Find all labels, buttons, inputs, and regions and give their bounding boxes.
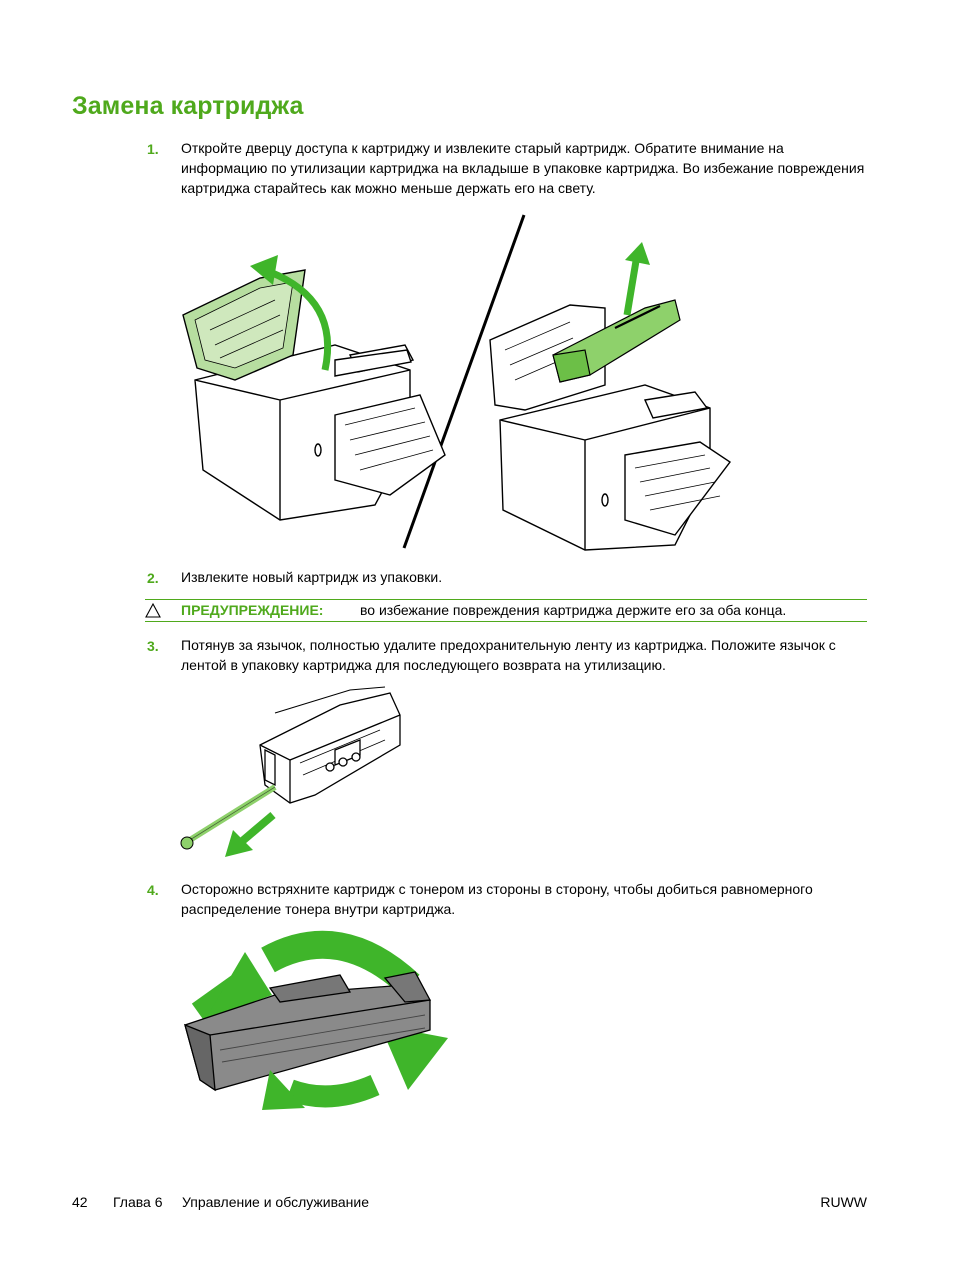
step-1-text: Откройте дверцу доступа к картриджу и извлеките старый картридж. Обратите внимание на информацию по утилизации картриджа на вкладыше в упаковке картриджа. Во избежание повреждения картриджа старайтесь как можно меньше держать его на свету. bbox=[181, 140, 865, 196]
step-2-number: 2. bbox=[147, 570, 159, 586]
tape-removal-illustration bbox=[175, 685, 415, 865]
step-2-text: Извлеките новый картридж из упаковки. bbox=[181, 569, 443, 585]
caution-triangle-icon bbox=[145, 601, 161, 619]
page-title: Замена картриджа bbox=[72, 92, 304, 120]
footer-page-number: 42 bbox=[72, 1194, 88, 1210]
warning-label: ПРЕДУПРЕЖДЕНИЕ: bbox=[181, 602, 324, 618]
step-3-number: 3. bbox=[147, 638, 159, 654]
step-3-text: Потянув за язычок, полностью удалите предохранительную ленту из картриджа. Положите язычок с лентой в упаковку картриджа для последующего возврата на утилизацию. bbox=[181, 637, 836, 673]
shake-cartridge-illustration bbox=[180, 930, 455, 1110]
lift-arrow bbox=[627, 255, 637, 315]
shake-arrow-bottom bbox=[290, 1085, 375, 1096]
printer-illustration bbox=[175, 210, 735, 555]
step-4-text: Осторожно встряхните картридж с тонером из стороны в сторону, чтобы добиться равномерного распределение тонера внутри картриджа. bbox=[181, 881, 813, 917]
footer-doc-code: RUWW bbox=[820, 1194, 867, 1210]
pull-arrow bbox=[240, 815, 273, 843]
warning-text: во избежание повреждения картриджа держите его за оба конца. bbox=[360, 602, 787, 618]
footer-section: Управление и обслуживание bbox=[182, 1194, 369, 1210]
footer-chapter: Глава 6 bbox=[113, 1194, 163, 1210]
warning-box bbox=[145, 599, 867, 622]
step-4-number: 4. bbox=[147, 882, 159, 898]
step-1-number: 1. bbox=[147, 141, 159, 157]
cartridge-outline bbox=[260, 687, 400, 803]
